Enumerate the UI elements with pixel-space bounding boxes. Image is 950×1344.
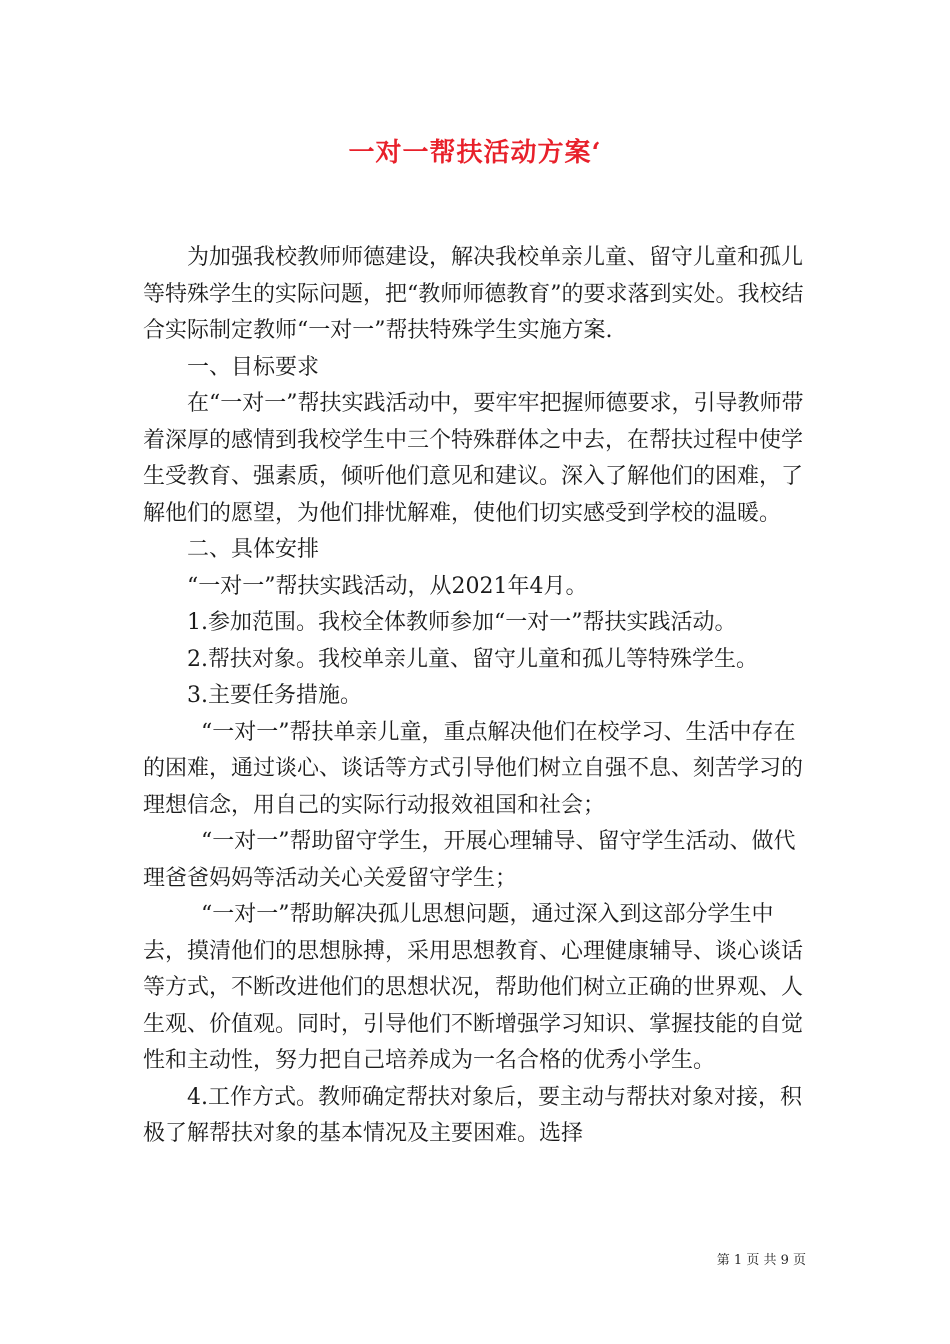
paragraph-intro: 为加强我校教师师德建设，解决我校单亲儿童、留守儿童和孤儿等特殊学生的实际问题，把“教师师德教育”的要求落到实处。我校结合实际制定教师“一对一”帮扶特殊学生实施方案. (143, 245, 804, 343)
heading-arrangement: 二、具体安排 (187, 537, 320, 562)
document-body (143, 240, 813, 1153)
document-title: 一对一帮扶活动方案‘ (348, 138, 602, 168)
paragraph-measures: 3.主要任务措施。 (187, 683, 362, 708)
paragraph-targets: 2.帮扶对象。我校单亲儿童、留守儿童和孤儿等特殊学生。 (187, 646, 758, 672)
page-number: 第 1 页 共 9 页 (716, 1253, 806, 1268)
paragraph-schedule: “一对一”帮扶实践活动，从2021年4月。 (187, 573, 588, 599)
paragraph-orphans: “一对一”帮助解决孤儿思想问题，通过深入到这部分学生中去，摸清他们的思想脉搏，采用思想教育、心理健康辅导、谈心谈话等方式，不断改进他们的思想状况，帮助他们树立正确的世界观、人生观、价值观。同时，引导他们不断增强学习知识、掌握技能的自觉性和主动性，努力把自己培养成为一名合格的优秀小学生。 (143, 902, 804, 1073)
paragraph-work-method: 4.工作方式。教师确定帮扶对象后，要主动与帮扶对象对接，积极了解帮扶对象的基本情况及主要困难。选择 (143, 1084, 802, 1146)
paragraph-goals: 在“一对一”帮扶实践活动中，要牢牢把握师德要求，引导教师带着深厚的感情到我校学生中三个特殊群体之中去，在帮扶过程中使学生受教育、强素质，倾听他们意见和建议。深入了解他们的困难，了解他们的愿望，为他们排忧解难，使他们切实感受到学校的温暖。 (143, 391, 804, 526)
paragraph-left-behind: “一对一”帮助留守学生，开展心理辅导、留守学生活动、做代理爸爸妈妈等活动关心关爱留守学生； (143, 829, 796, 891)
heading-goals: 一、目标要求 (187, 354, 320, 380)
paragraph-scope: 1.参加范围。我校全体教师参加“一对一”帮扶实践活动。 (187, 610, 737, 635)
paragraph-single-parent: “一对一”帮扶单亲儿童，重点解决他们在校学习、生活中存在的困难，通过谈心、谈话等方式引导他们树立自强不息、刻苦学习的理想信念，用自己的实际行动报效祖国和社会； (143, 719, 804, 818)
